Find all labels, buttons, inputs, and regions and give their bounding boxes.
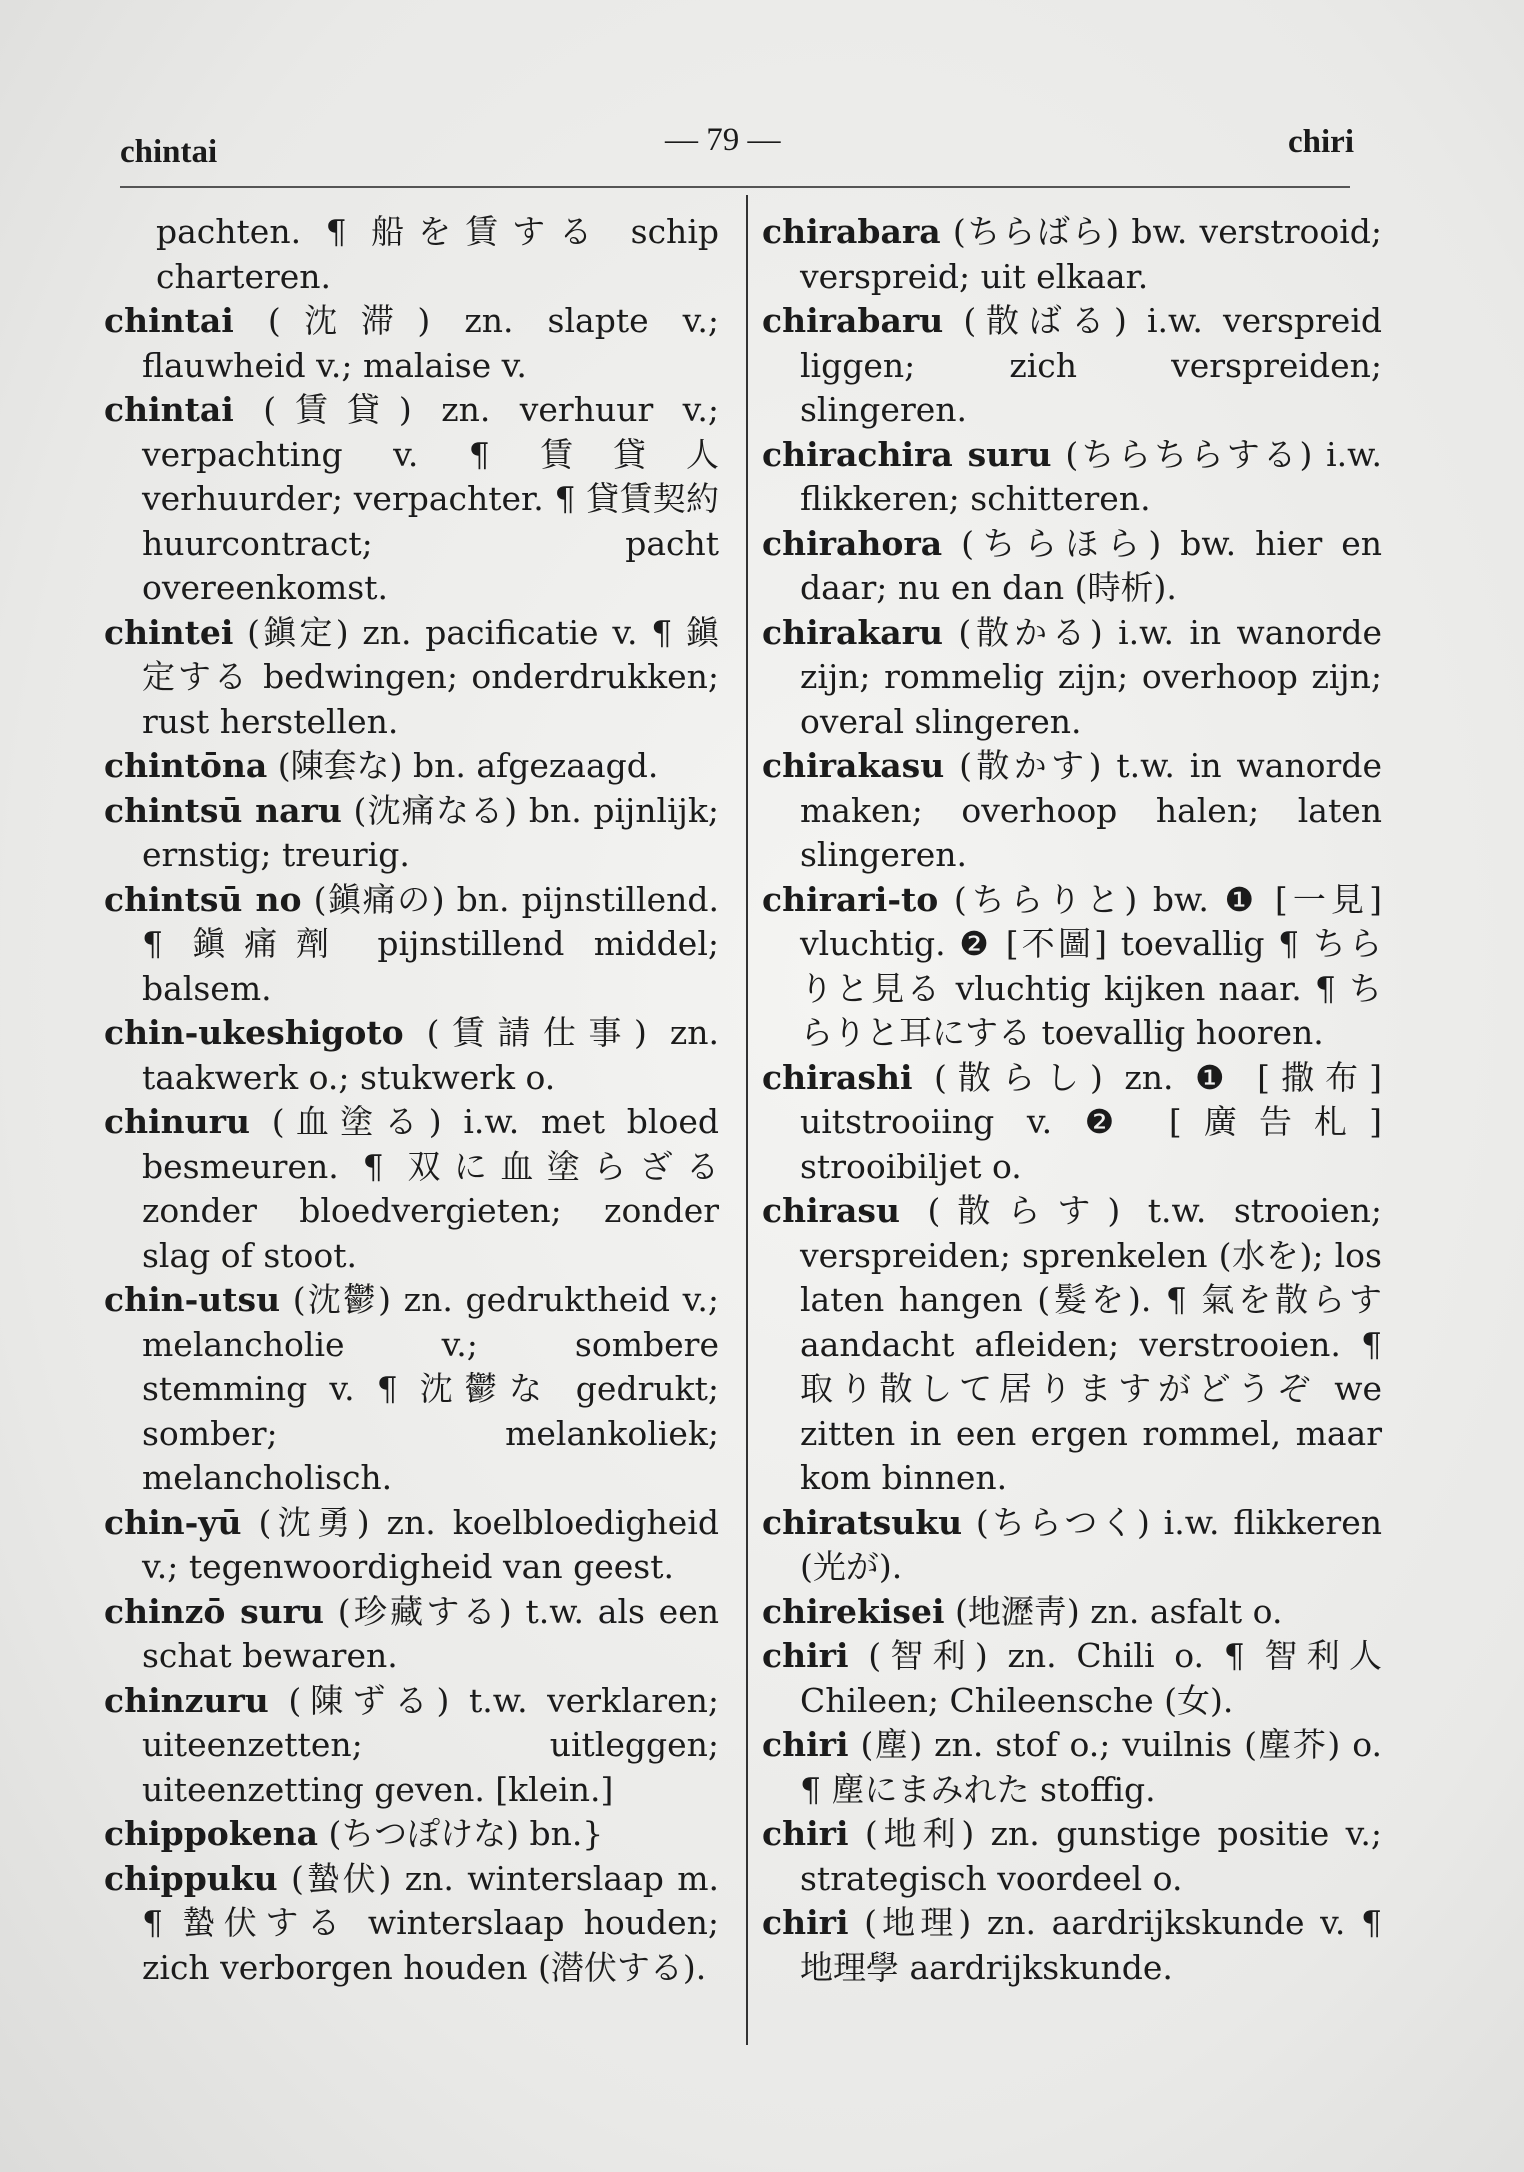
dictionary-entry: [762, 1056, 1382, 1190]
page-number: — 79 —: [665, 122, 781, 158]
headword: chirabaru: [762, 301, 944, 340]
headword: chintai: [104, 390, 234, 429]
entry-text: (散かる) i.w. in wanorde zijn; rommelig zijn; overhoop zijn; overal slingeren.: [800, 612, 1382, 741]
headword: chiratsuku: [762, 1502, 963, 1542]
entry-text: (塵) zn. stof o.; vuilnis (塵芥) o. ¶ 塵にまみれた stoffig.: [800, 1725, 1382, 1809]
dictionary-entry: [104, 1857, 719, 1991]
dictionary-entry: [104, 1011, 719, 1100]
dictionary-entry: [762, 433, 1382, 522]
entry-text: (沈滞) zn. slapte v.; flauwheid v.; malaise v.: [142, 301, 719, 385]
entry-text: (鎭痛の) bn. pijnstillend. ¶ 鎭痛劑 pijnstillend middel; balsem.: [142, 879, 719, 1008]
entry-text: (地瀝靑) zn. asfalt o.: [955, 1591, 1283, 1631]
entry-continuation: [104, 210, 719, 299]
entry-text: (地理) zn. aardrijkskunde v. ¶ 地理學 aardrijkskunde.: [800, 1903, 1382, 1987]
entry-text: (沈勇) zn. koelbloedigheid v.; tegenwoordigheid van geest.: [142, 1502, 719, 1586]
dictionary-entry: [762, 1812, 1382, 1901]
dictionary-entry: [762, 1590, 1382, 1635]
header-rule: [120, 186, 1350, 188]
dictionary-entry: [104, 299, 719, 388]
entry-text: (蟄伏) zn. winterslaap m. ¶ 蟄伏する winterslaap houden; zich verborgen houden (潜伏する).: [142, 1858, 719, 1987]
entry-text: (ちつぽけな) bn.}: [328, 1814, 604, 1853]
dictionary-entry: [104, 789, 719, 878]
header-right-guideword: chiri: [1288, 124, 1354, 160]
entry-text: (血塗る) i.w. met bloed besmeuren. ¶ 双に血塗らざる zonder bloedvergieten; zonder slag of stoot.: [142, 1102, 719, 1275]
dictionary-entry: [104, 744, 719, 789]
headword: chirakasu: [762, 746, 945, 785]
entry-text: (珍藏する) t.w. als een schat bewaren.: [142, 1591, 719, 1675]
entry-text: (ちらつく) i.w. flikkeren (光が).: [800, 1502, 1382, 1586]
entry-text: (沈鬱) zn. gedruktheid v.; melancholie v.; sombere stemming v. ¶ 沈鬱な gedrukt; somber; melankoliek; melancholisch.: [142, 1280, 719, 1497]
headword: chirabara: [762, 212, 941, 251]
headword: chintsū naru: [104, 790, 342, 830]
dictionary-entry: [104, 388, 719, 611]
entry-text: (ちらりと) bw. ❶ [一見] vluchtig. ❷ [不圖] toevallig ¶ ちらりと見る vluchtig kijken naar. ¶ ちらりと耳にする toevallig hooren.: [800, 879, 1382, 1052]
column-divider: [746, 195, 748, 2045]
dictionary-entry: [762, 1189, 1382, 1501]
headword: chintai: [104, 301, 234, 340]
headword: chiri: [762, 1814, 849, 1853]
dictionary-entry: [104, 1501, 719, 1590]
entry-text: (ちらちらする) i.w. flikkeren; schitteren.: [800, 434, 1382, 518]
running-header: [120, 112, 1354, 172]
dictionary-entry: [104, 1679, 719, 1813]
right-column: [762, 210, 1382, 1990]
dictionary-entry: [104, 878, 719, 1012]
dictionary-entry: [762, 210, 1382, 299]
entry-text: pachten. ¶ 船を賃する schip charteren.: [156, 212, 719, 296]
headword: chiri: [762, 1903, 849, 1942]
dictionary-entry: [762, 1634, 1382, 1723]
dictionary-entry: [104, 1278, 719, 1501]
dictionary-entry: [104, 1590, 719, 1679]
headword: chinzō suru: [104, 1591, 325, 1631]
headword: chin-utsu: [104, 1280, 281, 1319]
headword: chintsū no: [104, 879, 302, 919]
dictionary-entry: [762, 522, 1382, 611]
headword: chintei: [104, 612, 234, 652]
headword: chippuku: [104, 1858, 278, 1898]
dictionary-entry: [762, 878, 1382, 1056]
entry-text: (散らし) zn. ❶ [撒布] uitstrooiing v. ❷ [廣告札] strooibiljet o.: [800, 1057, 1382, 1186]
dictionary-entry: [104, 1812, 719, 1857]
entry-text: (賃貸) zn. verhuur v.; verpachting v. ¶ 賃貸人 verhuurder; verpachter. ¶ 貸賃契約 huurcontract; pacht overeenkomst.: [142, 390, 719, 607]
entry-text: (地利) zn. gunstige positie v.; strategisch voordeel o.: [800, 1814, 1382, 1898]
headword: chinzuru: [104, 1680, 269, 1720]
headword: chirahora: [762, 523, 943, 563]
headword: chin-ukeshigoto: [104, 1013, 404, 1052]
headword: chirashi: [762, 1057, 913, 1097]
dictionary-entry: [762, 299, 1382, 433]
headword: chirachira suru: [762, 434, 1052, 474]
headword: chiri: [762, 1725, 849, 1764]
headword: chinuru: [104, 1102, 250, 1141]
left-column: [104, 210, 719, 1990]
dictionary-entry: [762, 744, 1382, 878]
header-left-guideword: chintai: [120, 134, 218, 170]
entry-text: (散らす) t.w. strooien; verspreiden; sprenkelen (水を); los laten hangen (髮を). ¶ 氣を散らす aandacht afleiden; verstrooien. ¶ 取り散して居りますがどうぞ we zitten in een ergen rommel, maar kom binnen.: [800, 1191, 1383, 1497]
headword: chirari-to: [762, 879, 939, 919]
entry-text: (ちらほら) bw. hier en daar; nu en dan (時析).: [800, 523, 1382, 607]
dictionary-entry: [762, 1901, 1382, 1990]
entry-text: (陳套な) bn. afgezaagd.: [277, 746, 659, 785]
entry-text: (ちらばら) bw. verstrooid; verspreid; uit elkaar.: [800, 212, 1382, 296]
entry-text: (賃請仕事) zn. taakwerk o.; stukwerk o.: [142, 1013, 719, 1097]
headword: chintōna: [104, 746, 268, 785]
headword: chippokena: [104, 1814, 319, 1853]
entry-text: (散かす) t.w. in wanorde maken; overhoop halen; laten slingeren.: [800, 746, 1382, 874]
dictionary-entry: [762, 1501, 1382, 1590]
entry-text: (智利) zn. Chili o. ¶ 智利人 Chileen; Chileensche (女).: [800, 1636, 1382, 1720]
headword: chirasu: [762, 1191, 900, 1230]
entry-text: (鎭定) zn. pacificatie v. ¶ 鎭定する bedwingen; onderdrukken; rust herstellen.: [142, 612, 719, 741]
headword: chin-yū: [104, 1502, 242, 1542]
entry-text: (陳ずる) t.w. verklaren; uiteenzetten; uitleggen; uiteenzetting geven. [klein.]: [142, 1680, 719, 1809]
dictionary-entry: [762, 611, 1382, 745]
headword: chirakaru: [762, 612, 944, 652]
dictionary-entry: [104, 1100, 719, 1278]
headword: chirekisei: [762, 1591, 945, 1631]
entry-text: (散ばる) i.w. verspreid liggen; zich verspreiden; slingeren.: [800, 301, 1382, 429]
headword: chiri: [762, 1636, 849, 1675]
entry-text: (沈痛なる) bn. pijnlijk; ernstig; treurig.: [142, 790, 719, 874]
dictionary-entry: [104, 611, 719, 745]
dictionary-entry: [762, 1723, 1382, 1812]
